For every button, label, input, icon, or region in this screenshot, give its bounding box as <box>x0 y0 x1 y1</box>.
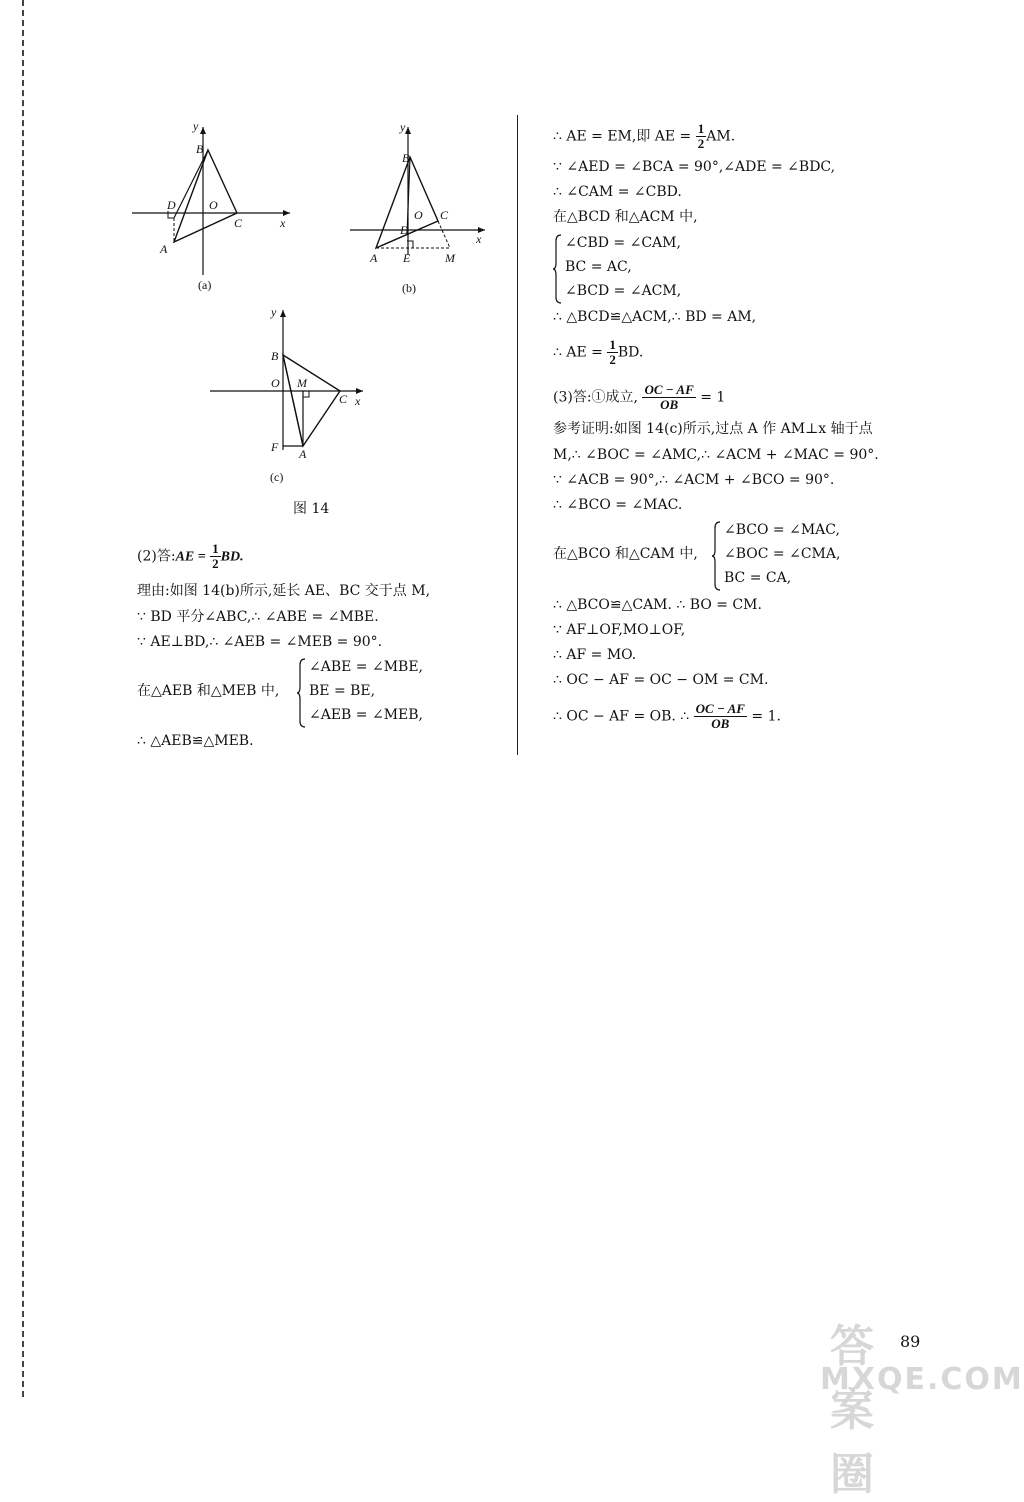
ref-line-1: 参考证明:如图 14(c)所示,过点 A 作 AM⊥x 轴于点 <box>553 421 873 437</box>
fig-b-caption: (b) <box>402 281 416 295</box>
fig-b-label-B: B <box>402 151 410 165</box>
left-system <box>297 657 457 729</box>
fig-b-label-M: M <box>445 251 455 265</box>
fig-b-label-E: E <box>403 251 411 265</box>
right-system-1-row-3: ∠BCD = ∠ACM, <box>565 283 682 299</box>
fig-c-caption: (c) <box>270 470 284 484</box>
answer-3-prefix: (3)答:①成立, <box>553 389 638 406</box>
fig-a-label-y: y <box>193 119 199 133</box>
right-line-1-frac-num: 1 <box>697 121 705 136</box>
fig-b-label-y: y <box>400 120 406 134</box>
answer-2-fraction <box>210 542 221 571</box>
right-line-6 <box>553 338 643 367</box>
fig-b-label-x: x <box>476 232 482 246</box>
figure-b <box>340 115 500 300</box>
fig-c-label-O: O <box>271 376 280 390</box>
watermark-logo-text: 答案圈 <box>830 1321 878 1500</box>
figure-title: 图 14 <box>293 501 330 517</box>
fig-b-label-D: D <box>400 223 409 237</box>
answer-2 <box>137 542 244 571</box>
left-reason: 理由:如图 14(b)所示,延长 AE、BC 交于点 M, <box>137 583 431 599</box>
right-line-1-fraction <box>696 122 707 151</box>
fig-c-label-C: C <box>339 392 348 406</box>
left-system-row-1: ∠ABE = ∠MBE, <box>309 659 424 675</box>
right-brace-2-icon <box>712 520 722 592</box>
right-system-2 <box>712 520 872 592</box>
answer-3-suffix: = 1 <box>700 389 726 406</box>
fig-b-label-C: C <box>440 208 449 222</box>
right-line-1 <box>553 122 735 151</box>
figure-a-diagram <box>120 115 300 295</box>
right-system-1-row-1: ∠CBD = ∠CAM, <box>565 235 681 251</box>
right-line-6-suffix: BD. <box>617 344 644 361</box>
fig-c-label-y: y <box>271 305 277 319</box>
watermark-domain: MXQE.COM <box>820 1362 1024 1397</box>
fig-c-label-x: x <box>355 394 361 408</box>
fig-c-label-A: A <box>299 447 307 461</box>
right-line-3: ∴ ∠CAM = ∠CBD. <box>553 184 682 200</box>
left-brace-icon <box>297 657 307 729</box>
answer-2-frac-den: 2 <box>212 556 219 571</box>
ref-line-9-fraction <box>694 702 747 731</box>
fig-a-label-B: B <box>196 142 204 156</box>
answer-2-frac-num: 1 <box>212 541 219 556</box>
right-system-2-lead: 在△BCO 和△CAM 中, <box>553 546 698 562</box>
answer-3-frac-num: OC − AF <box>644 382 694 397</box>
fig-a-caption: (a) <box>198 278 212 292</box>
fig-a-label-O: O <box>209 198 218 212</box>
right-system-1-row-2: BC = AC, <box>565 259 632 275</box>
page-number: 89 <box>900 1332 921 1351</box>
ref-line-6: ∵ AF⊥OF,MO⊥OF, <box>553 622 686 638</box>
left-line-2: ∵ AE⊥BD,∴ ∠AEB = ∠MEB = 90°. <box>137 634 383 650</box>
right-line-6-frac-num: 1 <box>609 337 616 352</box>
ref-line-8: ∴ OC − AF = OC − OM = CM. <box>553 672 769 688</box>
left-system-lead: 在△AEB 和△MEB 中, <box>137 683 280 699</box>
ref-line-9-prefix: ∴ OC − AF = OB. ∴ <box>553 708 690 725</box>
fig-b-label-O: O <box>414 208 423 222</box>
left-system-row-2: BE = BE, <box>309 683 376 699</box>
right-line-6-frac-den: 2 <box>609 352 616 367</box>
right-line-6-prefix: ∴ AE = <box>553 344 603 361</box>
fig-b-label-A: A <box>370 251 378 265</box>
answer-2-prefix: (2)答: <box>137 548 176 565</box>
fig-c-label-M: M <box>297 376 307 390</box>
right-line-1-frac-den: 2 <box>697 136 705 151</box>
left-system-row-3: ∠AEB = ∠MEB, <box>309 707 424 723</box>
right-system-2-row-3: BC = CA, <box>724 570 792 586</box>
ref-line-9-frac-num: OC − AF <box>695 701 745 716</box>
figure-c-diagram <box>205 305 375 490</box>
figure-a <box>120 115 300 295</box>
fig-c-label-B: B <box>271 349 279 363</box>
right-line-6-fraction <box>607 338 618 367</box>
answer-2-rhs: BD. <box>220 549 244 565</box>
fig-c-label-F: F <box>271 440 279 454</box>
right-line-1-suffix: AM. <box>706 128 736 145</box>
fig-a-label-D: D <box>167 198 176 212</box>
fig-a-label-A: A <box>160 242 168 256</box>
right-line-5: ∴ △BCD≌△ACM,∴ BD = AM, <box>553 309 757 325</box>
right-system-2-row-1: ∠BCO = ∠MAC, <box>724 522 840 538</box>
right-system-1 <box>553 233 713 305</box>
ref-line-9 <box>553 702 781 731</box>
ref-line-2: M,∴ ∠BOC = ∠AMC,∴ ∠ACM + ∠MAC = 90°. <box>553 447 879 463</box>
ref-line-3: ∵ ∠ACB = 90°,∴ ∠ACM + ∠BCO = 90°. <box>553 472 835 488</box>
figure-b-diagram <box>340 115 500 300</box>
ref-line-9-frac-den: OB <box>711 716 730 731</box>
right-line-1-prefix: ∴ AE = EM,即 AE = <box>553 128 692 145</box>
fig-a-label-x: x <box>280 216 286 230</box>
column-divider <box>517 115 518 755</box>
answer-2-lhs: AE = <box>175 549 206 565</box>
ref-line-5: ∴ △BCO≌△CAM. ∴ BO = CM. <box>553 597 762 613</box>
figure-c <box>205 305 375 490</box>
right-system-2-row-2: ∠BOC = ∠CMA, <box>724 546 841 562</box>
answer-3 <box>553 383 725 412</box>
binding-margin-dashes <box>22 0 24 1397</box>
ref-line-9-suffix: = 1. <box>751 708 781 725</box>
left-conclusion: ∴ △AEB≌△MEB. <box>137 733 254 749</box>
right-line-2: ∵ ∠AED = ∠BCA = 90°,∠ADE = ∠BDC, <box>553 159 836 175</box>
ref-line-7: ∴ AF = MO. <box>553 647 637 663</box>
right-line-4: 在△BCD 和△ACM 中, <box>553 209 698 225</box>
right-brace-1-icon <box>553 233 563 305</box>
answer-3-frac-den: OB <box>660 397 679 412</box>
answer-3-fraction <box>642 383 695 412</box>
left-line-1: ∵ BD 平分∠ABC,∴ ∠ABE = ∠MBE. <box>137 609 379 625</box>
fig-a-label-C: C <box>234 216 243 230</box>
ref-line-4: ∴ ∠BCO = ∠MAC. <box>553 497 683 513</box>
